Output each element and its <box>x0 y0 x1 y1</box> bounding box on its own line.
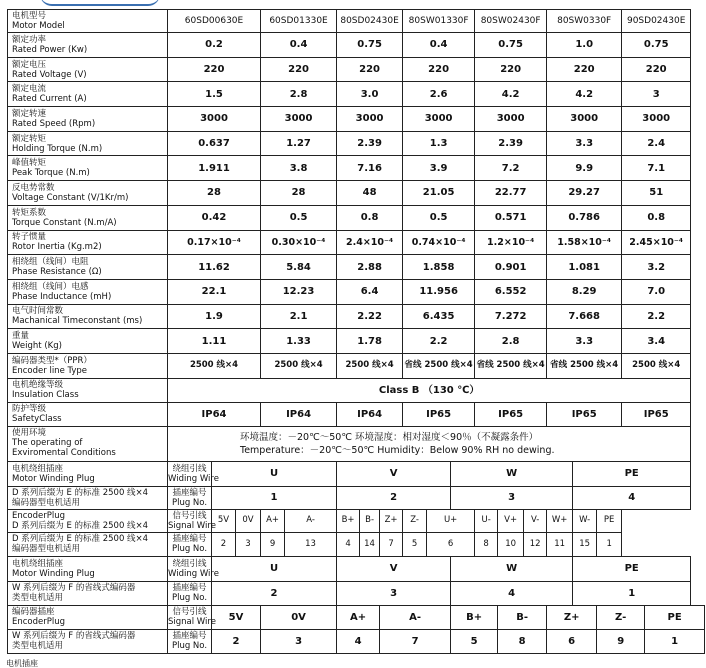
spec-label: 转子惯量 Rotor Inertia (Kg.m2) <box>8 230 168 255</box>
spec-row <box>8 255 705 280</box>
plug-cell: 4 <box>573 486 691 509</box>
spec-label: 编码器类型*（PPR） Encoder line Type <box>8 353 168 378</box>
plug-cell: 1 <box>597 532 622 556</box>
spec-row <box>8 82 705 107</box>
spec-value: 0.5 <box>403 205 475 230</box>
spec-value: 3000 <box>475 107 547 132</box>
spec-value: 21.05 <box>403 181 475 206</box>
spec-value: 3000 <box>403 107 475 132</box>
plug-cell: 5 <box>403 532 427 556</box>
signal-cell: A- <box>285 509 337 532</box>
safety-value: IP65 <box>622 402 691 426</box>
plug-cell: 15 <box>573 532 597 556</box>
spec-value: 省线 2500 线×4 <box>403 353 475 378</box>
spec-value: 28 <box>168 181 261 206</box>
wire-cell: W <box>451 461 573 486</box>
spec-label: 额定功率 Rated Power (Kw) <box>8 33 168 58</box>
signal-cell: Z+ <box>547 605 597 629</box>
spec-row <box>8 329 705 354</box>
spec-label: 额定转速 Rated Speed (Rpm) <box>8 107 168 132</box>
model-col: 80SW02430F <box>475 10 547 33</box>
motor-spec-table <box>7 9 705 654</box>
safety-label: 防护等级 SafetyClass <box>8 402 168 426</box>
safety-value: IP64 <box>261 402 337 426</box>
spec-value: 220 <box>403 57 475 82</box>
plug-cell: 3 <box>337 581 451 605</box>
spec-value: 2.8 <box>475 329 547 354</box>
block1-wire-row <box>8 461 705 486</box>
spec-value: 1.2×10⁻⁴ <box>475 230 547 255</box>
spec-value: 2500 线×4 <box>168 353 261 378</box>
spec-label: 电气时间常数 Machanical Timeconstant (ms) <box>8 304 168 329</box>
signal-cell: Z- <box>597 605 645 629</box>
block2-desc: D 系列后缀为 E 的标准 2500 线×4 编码器型电机适用 <box>8 486 168 509</box>
spec-value: 省线 2500 线×4 <box>547 353 622 378</box>
spec-value: 7.272 <box>475 304 547 329</box>
spec-value: 1.081 <box>547 255 622 280</box>
spec-value: 4.2 <box>475 82 547 107</box>
block4-plug-label: 插座编号 Plug No. <box>168 629 212 653</box>
signal-cell: 0V <box>236 509 261 532</box>
spec-value: 1.858 <box>403 255 475 280</box>
plug-cell: 7 <box>380 532 403 556</box>
spec-row <box>8 57 705 82</box>
signal-cell: 5V <box>212 509 236 532</box>
model-label: 电机型号 Motor Model <box>8 10 168 33</box>
spec-value: 2.4 <box>622 131 691 156</box>
spec-value: 2.1 <box>261 304 337 329</box>
block4-signal-label: 信号引线 Signal Wire <box>168 607 216 628</box>
spec-value: 1.11 <box>168 329 261 354</box>
spec-label: 额定电压 Rated Voltage (V) <box>8 57 168 82</box>
spec-value: 0.637 <box>168 131 261 156</box>
spec-value: 0.4 <box>403 33 475 58</box>
signal-cell: U- <box>475 509 498 532</box>
plug-cell: 10 <box>498 532 524 556</box>
spec-value: 11.62 <box>168 255 261 280</box>
spec-value: 2500 线×4 <box>261 353 337 378</box>
insulation-value: Class B （130 ℃） <box>168 378 691 402</box>
plug-cell: 6 <box>427 532 475 556</box>
spec-label: 相绕组（线间）电感 Phase Inductance (mH) <box>8 279 168 304</box>
spec-value: 6.435 <box>403 304 475 329</box>
truncated-text: 电机插座 <box>6 659 38 668</box>
spec-value: 22.1 <box>168 279 261 304</box>
signal-cell: A- <box>380 605 451 629</box>
wire-cell: U <box>212 461 337 486</box>
block2-signal-row <box>8 509 705 532</box>
spec-value: 11.956 <box>403 279 475 304</box>
spec-label: 反电势常数 Voltage Constant (V/1Kr/m) <box>8 181 168 206</box>
plug-cell: 12 <box>524 532 547 556</box>
spec-value: 22.77 <box>475 181 547 206</box>
plug-cell: 2 <box>212 532 236 556</box>
signal-cell: V+ <box>498 509 524 532</box>
spec-value: 3000 <box>261 107 337 132</box>
model-header-row <box>8 10 705 33</box>
safety-value: IP65 <box>475 402 547 426</box>
signal-cell: PE <box>597 509 622 532</box>
spec-row <box>8 33 705 58</box>
spec-value: 8.29 <box>547 279 622 304</box>
plug-cell: 4 <box>451 581 573 605</box>
spec-value: 3 <box>622 82 691 107</box>
spec-value: 3000 <box>337 107 403 132</box>
spec-value: 2.8 <box>261 82 337 107</box>
block1-plug-label: 插座编号 Plug No. <box>168 486 212 509</box>
plug-cell: 4 <box>337 629 380 653</box>
plug-cell: 7 <box>380 629 451 653</box>
spec-row <box>8 279 705 304</box>
spec-value: 2.2 <box>403 329 475 354</box>
spec-value: 1.78 <box>337 329 403 354</box>
spec-value: 7.16 <box>337 156 403 181</box>
plug-cell: 5 <box>451 629 498 653</box>
block4-label: 编码器插座 EncoderPlug <box>8 605 168 629</box>
plug-cell: 2 <box>212 629 261 653</box>
spec-value: 0.75 <box>337 33 403 58</box>
spec-value: 1.27 <box>261 131 337 156</box>
safety-value: IP65 <box>403 402 475 426</box>
safety-value: IP64 <box>168 402 261 426</box>
safety-value: IP65 <box>547 402 622 426</box>
spec-row <box>8 304 705 329</box>
spec-label: 重量 Weight (Kg) <box>8 329 168 354</box>
block4-plug-row <box>8 629 705 653</box>
spec-value: 0.8 <box>622 205 691 230</box>
spec-value: 1.5 <box>168 82 261 107</box>
signal-cell: V- <box>524 509 547 532</box>
spec-value: 0.786 <box>547 205 622 230</box>
spec-value: 0.74×10⁻⁴ <box>403 230 475 255</box>
plug-cell: 2 <box>337 486 451 509</box>
spec-row <box>8 181 705 206</box>
spec-row <box>8 156 705 181</box>
spec-value: 3.2 <box>622 255 691 280</box>
block3-wire-row <box>8 556 705 581</box>
spec-value: 1.0 <box>547 33 622 58</box>
safety-value: IP64 <box>337 402 403 426</box>
block3-wire-label: 绕组引线 Widing Wire <box>168 556 212 581</box>
spec-value: 3000 <box>622 107 691 132</box>
spec-value: 2.88 <box>337 255 403 280</box>
spec-value: 0.2 <box>168 33 261 58</box>
plug-cell: 3 <box>261 629 337 653</box>
spec-value: 3.3 <box>547 329 622 354</box>
signal-cell: W+ <box>547 509 573 532</box>
plug-cell: 2 <box>212 581 337 605</box>
spec-value: 7.2 <box>475 156 547 181</box>
plug-cell: 1 <box>212 486 337 509</box>
block3-desc: W 系列后缀为 F 的省线式编码器 类型电机适用 <box>8 581 168 605</box>
wire-cell: PE <box>573 461 691 486</box>
signal-cell: 0V <box>261 605 337 629</box>
spec-value: 29.27 <box>547 181 622 206</box>
signal-cell: 5V <box>212 605 261 629</box>
spec-value: 2.2 <box>622 304 691 329</box>
block3-plug-label: 插座编号 Plug No. <box>168 581 212 605</box>
spec-value: 3.0 <box>337 82 403 107</box>
spec-row <box>8 131 705 156</box>
spec-value: 1.911 <box>168 156 261 181</box>
spec-label: 相绕组（线间）电阻 Phase Resistance (Ω) <box>8 255 168 280</box>
block4-signal-row <box>8 605 705 629</box>
block1-label: 电机绕组插座 Motor Winding Plug <box>8 461 168 486</box>
spec-row <box>8 107 705 132</box>
block1-wire-label: 绕组引线 Widing Wire <box>168 461 212 486</box>
spec-value: 3000 <box>168 107 261 132</box>
spec-value: 省线 2500 线×4 <box>475 353 547 378</box>
spec-label: 峰值转矩 Peak Torque (N.m) <box>8 156 168 181</box>
spec-value: 2.45×10⁻⁴ <box>622 230 691 255</box>
spec-value: 2500 线×4 <box>337 353 403 378</box>
model-col: 80SW01330F <box>403 10 475 33</box>
model-col: 90SD02430E <box>622 10 691 33</box>
spec-value: 3.8 <box>261 156 337 181</box>
block1-plug-row <box>8 486 705 509</box>
spec-value: 2.4×10⁻⁴ <box>337 230 403 255</box>
block2-label: EncoderPlug D 系列后缀为 E 的标准 2500 线×4 <box>8 509 168 532</box>
spec-value: 220 <box>622 57 691 82</box>
insulation-row <box>8 378 705 402</box>
spec-row <box>8 353 705 378</box>
spec-label: 额定电流 Rated Current (A) <box>8 82 168 107</box>
spec-value: 220 <box>168 57 261 82</box>
spec-value: 5.84 <box>261 255 337 280</box>
wire-cell: U <box>212 556 337 581</box>
plug-cell: 8 <box>475 532 498 556</box>
signal-cell: W- <box>573 509 597 532</box>
spec-value: 4.2 <box>547 82 622 107</box>
spec-value: 0.75 <box>622 33 691 58</box>
spec-value: 2500 线×4 <box>622 353 691 378</box>
signal-cell: B- <box>498 605 547 629</box>
spec-value: 28 <box>261 181 337 206</box>
model-col: 60SD01330E <box>261 10 337 33</box>
block2-plug-row <box>8 532 705 556</box>
spec-value: 3.3 <box>547 131 622 156</box>
spec-label: 转矩系数 Torque Constant (N.m/A) <box>8 205 168 230</box>
environment-value: 环境温度：－20℃～50℃ 环境湿度：相对湿度＜90％（不凝露条件） Temperature：－20℃～50℃ Humidity：Below 90% RH no dewing. <box>168 426 691 461</box>
signal-cell: PE <box>645 605 705 629</box>
spec-value: 0.5 <box>261 205 337 230</box>
signal-cell: Z+ <box>380 509 403 532</box>
spec-value: 7.0 <box>622 279 691 304</box>
spec-value: 7.668 <box>547 304 622 329</box>
spec-value: 0.4 <box>261 33 337 58</box>
spec-value: 3000 <box>547 107 622 132</box>
spec-value: 0.17×10⁻⁴ <box>168 230 261 255</box>
environment-row <box>8 426 705 461</box>
spec-value: 1.3 <box>403 131 475 156</box>
spec-value: 0.42 <box>168 205 261 230</box>
safety-row <box>8 402 705 426</box>
signal-cell: B+ <box>451 605 498 629</box>
spec-value: 3.4 <box>622 329 691 354</box>
spec-label: 额定转矩 Holding Torque (N.m) <box>8 131 168 156</box>
spec-row <box>8 230 705 255</box>
spec-value: 12.23 <box>261 279 337 304</box>
signal-cell: B+ <box>337 509 360 532</box>
spec-value: 0.901 <box>475 255 547 280</box>
spec-value: 6.552 <box>475 279 547 304</box>
spec-value: 0.30×10⁻⁴ <box>261 230 337 255</box>
spec-value: 2.22 <box>337 304 403 329</box>
signal-cell: A+ <box>261 509 285 532</box>
spec-value: 3.9 <box>403 156 475 181</box>
plug-cell: 13 <box>285 532 337 556</box>
plug-cell: 3 <box>451 486 573 509</box>
plug-cell: 3 <box>236 532 261 556</box>
plug-cell: 4 <box>337 532 360 556</box>
plug-cell: 9 <box>261 532 285 556</box>
spec-value: 220 <box>547 57 622 82</box>
model-col: 80SD02430E <box>337 10 403 33</box>
signal-cell: U+ <box>427 509 475 532</box>
block2-signal-label: 信号引线 Signal Wire <box>168 510 216 531</box>
spec-value: 1.33 <box>261 329 337 354</box>
spec-value: 2.39 <box>337 131 403 156</box>
model-col: 60SD00630E <box>168 10 261 33</box>
spec-value: 51 <box>622 181 691 206</box>
signal-cell: B- <box>360 509 380 532</box>
plug-cell: 1 <box>573 581 691 605</box>
block3-plug-row <box>8 581 705 605</box>
spec-value: 220 <box>261 57 337 82</box>
wire-cell: V <box>337 461 451 486</box>
block3-label: 电机绕组插座 Motor Winding Plug <box>8 556 168 581</box>
wire-cell: W <box>451 556 573 581</box>
block2-plug-label: 插座编号 Plug No. <box>168 532 212 556</box>
spec-value: 1.58×10⁻⁴ <box>547 230 622 255</box>
spec-value: 2.39 <box>475 131 547 156</box>
spec-value: 0.8 <box>337 205 403 230</box>
plug-cell: 1 <box>645 629 705 653</box>
model-col: 80SW0330F <box>547 10 622 33</box>
wire-cell: PE <box>573 556 691 581</box>
spec-value: 0.571 <box>475 205 547 230</box>
spec-value: 7.1 <box>622 156 691 181</box>
plug-cell: 9 <box>597 629 645 653</box>
signal-cell: Z- <box>403 509 427 532</box>
block2-label2: D 系列后缀为 E 的标准 2500 线×4 编码器型电机适用 <box>8 532 168 556</box>
plug-cell: 11 <box>547 532 573 556</box>
spec-value: 9.9 <box>547 156 622 181</box>
environment-label: 使用环境 The operating of Exviromental Conditions <box>8 426 168 461</box>
spec-value: 220 <box>475 57 547 82</box>
spec-value: 1.9 <box>168 304 261 329</box>
plug-cell: 14 <box>360 532 380 556</box>
plug-cell: 8 <box>498 629 547 653</box>
spec-value: 0.75 <box>475 33 547 58</box>
spec-value: 6.4 <box>337 279 403 304</box>
block4-desc: W 系列后缀为 F 的省线式编码器 类型电机适用 <box>8 629 168 653</box>
spec-row <box>8 205 705 230</box>
spec-value: 48 <box>337 181 403 206</box>
signal-cell: A+ <box>337 605 380 629</box>
insulation-label: 电机绝缘等级 Insulation Class <box>8 378 168 402</box>
spec-value: 2.6 <box>403 82 475 107</box>
plug-cell: 6 <box>547 629 597 653</box>
wire-cell: V <box>337 556 451 581</box>
spec-value: 220 <box>337 57 403 82</box>
